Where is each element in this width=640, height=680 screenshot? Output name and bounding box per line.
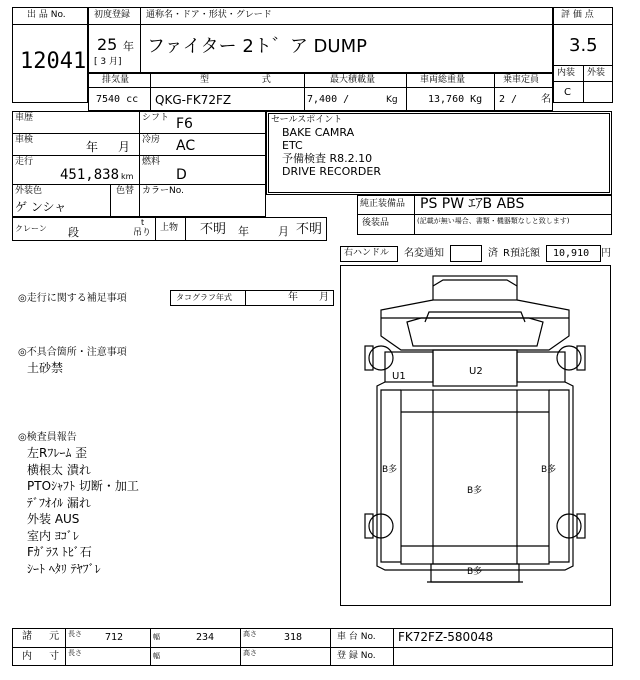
reg-year-unit: 年 — [123, 40, 134, 53]
car-name: ファイター 2ト゛ア DUMP — [147, 36, 367, 57]
max-load: 7,400 / — [307, 94, 350, 105]
recycle-unit: 円 — [601, 248, 611, 259]
displacement: 7540 cc — [96, 94, 139, 105]
inspector-item: ﾃﾞﾌｵｲﾙ 漏れ — [27, 495, 91, 510]
damage-mark-tailgate: B多 — [467, 567, 483, 577]
chassis-label: 車 台 No. — [337, 632, 376, 642]
tacho-label: タコグラフ年式 — [176, 293, 232, 302]
damage-mark-u2: U2 — [469, 366, 483, 377]
displacement-label: 排気量 — [102, 75, 130, 85]
inner-dims-label: 内 寸 — [22, 651, 60, 662]
top-month-unit: 月 — [278, 225, 289, 238]
right-hand-label: 右ハンドル — [344, 248, 390, 258]
reg-year: 25 — [97, 35, 118, 54]
crane-ton-unit: t — [141, 218, 145, 227]
top-label: 上物 — [160, 223, 179, 233]
capacity-label: 乗車定員 — [503, 75, 540, 85]
max-load-label: 最大積載量 — [330, 75, 376, 85]
crane-label: クレーン — [15, 224, 47, 233]
gross-weight: 13,760 Kg — [428, 94, 483, 105]
inspector-item: 横根太 潰れ — [27, 462, 91, 477]
aftermarket-label: 後装品 — [362, 218, 390, 228]
chassis-number: FK72FZ-580048 — [398, 630, 494, 644]
overall-grade: 3.5 — [569, 35, 598, 56]
defects-label: ◎不具合箇所・注意事項 — [18, 347, 127, 358]
first-reg-label: 初度登録 — [94, 10, 131, 20]
inner-width-label: 幅 — [153, 652, 160, 660]
sales-point-item: BAKE CAMRA — [282, 126, 355, 139]
model: QKG-FK72FZ — [155, 93, 232, 107]
inspector-label: ◎検査員報告 — [18, 432, 77, 443]
sales-point-item: DRIVE RECORDER — [282, 165, 381, 178]
top-year-unit: 年 — [238, 225, 249, 238]
capacity: 2 / — [499, 94, 518, 105]
history-label: 車歴 — [15, 113, 34, 123]
inspector-item: ｼｰﾄ ﾍﾀﾘ ﾃﾔﾌﾞﾚ — [27, 561, 101, 576]
color-value: ゲ ンシャ — [15, 200, 67, 214]
equipment-value: PS PW ｴｱB ABS — [420, 196, 525, 212]
inspection-month: 月 — [118, 140, 131, 154]
inner-length-label: 長さ — [68, 649, 82, 657]
width-label: 幅 — [153, 633, 160, 641]
inspector-item: 外装 AUS — [27, 512, 80, 526]
inspector-item: PTOｼｬﾌﾄ 切断・加工 — [27, 479, 139, 493]
exterior-label: 外装 — [587, 68, 606, 78]
length-value: 712 — [105, 632, 124, 643]
reg-month: [ 3 月] — [94, 57, 122, 67]
mileage: 451,838 — [60, 167, 120, 183]
height-value: 318 — [284, 632, 303, 643]
lot-number: 12041 — [20, 49, 87, 74]
top-year-value: 不明 — [200, 222, 227, 237]
mileage-unit: km — [121, 172, 134, 181]
ac-label: 冷房 — [142, 135, 161, 145]
tacho-year: 年 — [288, 292, 298, 303]
damage-mark-u1: U1 — [392, 371, 406, 382]
tacho-month: 月 — [319, 292, 329, 303]
damage-mark-center-bed: B多 — [467, 486, 483, 496]
aftermarket-note: (記載が無い場合、書類・機器類なしと致します) — [417, 217, 570, 225]
sales-point-item: 予備検査 R8.2.10 — [282, 152, 373, 165]
color-number-label: カラーNo. — [142, 186, 184, 196]
lot-no-label: 出 品 No. — [27, 10, 66, 20]
name-change-box — [450, 245, 482, 262]
damage-mark-right-bed: B多 — [541, 465, 557, 475]
grade-label: 評 価 点 — [561, 10, 594, 20]
capacity-unit: 名 — [541, 94, 551, 105]
dims-label: 諸 元 — [22, 631, 60, 642]
model-label: 型 式 — [200, 75, 271, 85]
sales-points-label: セールスポイント — [271, 115, 343, 125]
truck-diagram — [341, 266, 610, 605]
recycle-done: 済 — [488, 248, 498, 259]
fuel-value: D — [176, 167, 187, 183]
fuel-label: 燃料 — [142, 157, 161, 167]
car-name-label: 通称名・ドア・形状・グレード — [146, 10, 272, 20]
recycle-label: R預託額 — [503, 248, 540, 259]
crane-lift-unit: 吊り — [133, 228, 152, 238]
max-load-unit: Kg — [386, 95, 398, 105]
height-label: 高さ — [243, 630, 257, 638]
inspection-label: 車検 — [15, 135, 34, 145]
inspector-item: Fｶﾞﾗｽ ﾄﾋﾞ石 — [27, 545, 92, 559]
gross-weight-label: 車両総重量 — [420, 75, 466, 85]
width-value: 234 — [196, 632, 215, 643]
top-month-value: 不明 — [296, 222, 323, 237]
mileage-label: 走行 — [15, 157, 34, 167]
length-label: 長さ — [68, 630, 82, 638]
equipment-label: 純正装備品 — [360, 199, 406, 209]
interior-grade: C — [564, 87, 571, 98]
inspector-item: 左Rﾌﾚｰﾑ 歪 — [27, 446, 88, 460]
registration-label: 登 録 No. — [337, 651, 376, 661]
crane-stage-unit: 段 — [68, 226, 79, 239]
shift-label: シフト — [142, 113, 170, 123]
color-change-label: 色替 — [116, 186, 135, 196]
defect-item: 土砂禁 — [27, 361, 64, 375]
recycle-amount: 10,910 — [553, 248, 590, 259]
damage-mark-left-bed: B多 — [382, 465, 398, 475]
inner-height-label: 高さ — [243, 649, 257, 657]
ac-value: AC — [176, 138, 196, 154]
interior-label: 内装 — [557, 68, 576, 78]
driving-notes-label: ◎走行に関する補足事項 — [18, 293, 127, 304]
inspection-year: 年 — [86, 140, 99, 154]
color-label: 外装色 — [15, 186, 43, 196]
inspector-item: 室内 ﾖｺﾞﾚ — [27, 528, 79, 543]
sales-point-item: ETC — [282, 139, 303, 152]
name-change-label: 名変通知 — [404, 248, 444, 259]
shift-value: F6 — [176, 116, 193, 132]
